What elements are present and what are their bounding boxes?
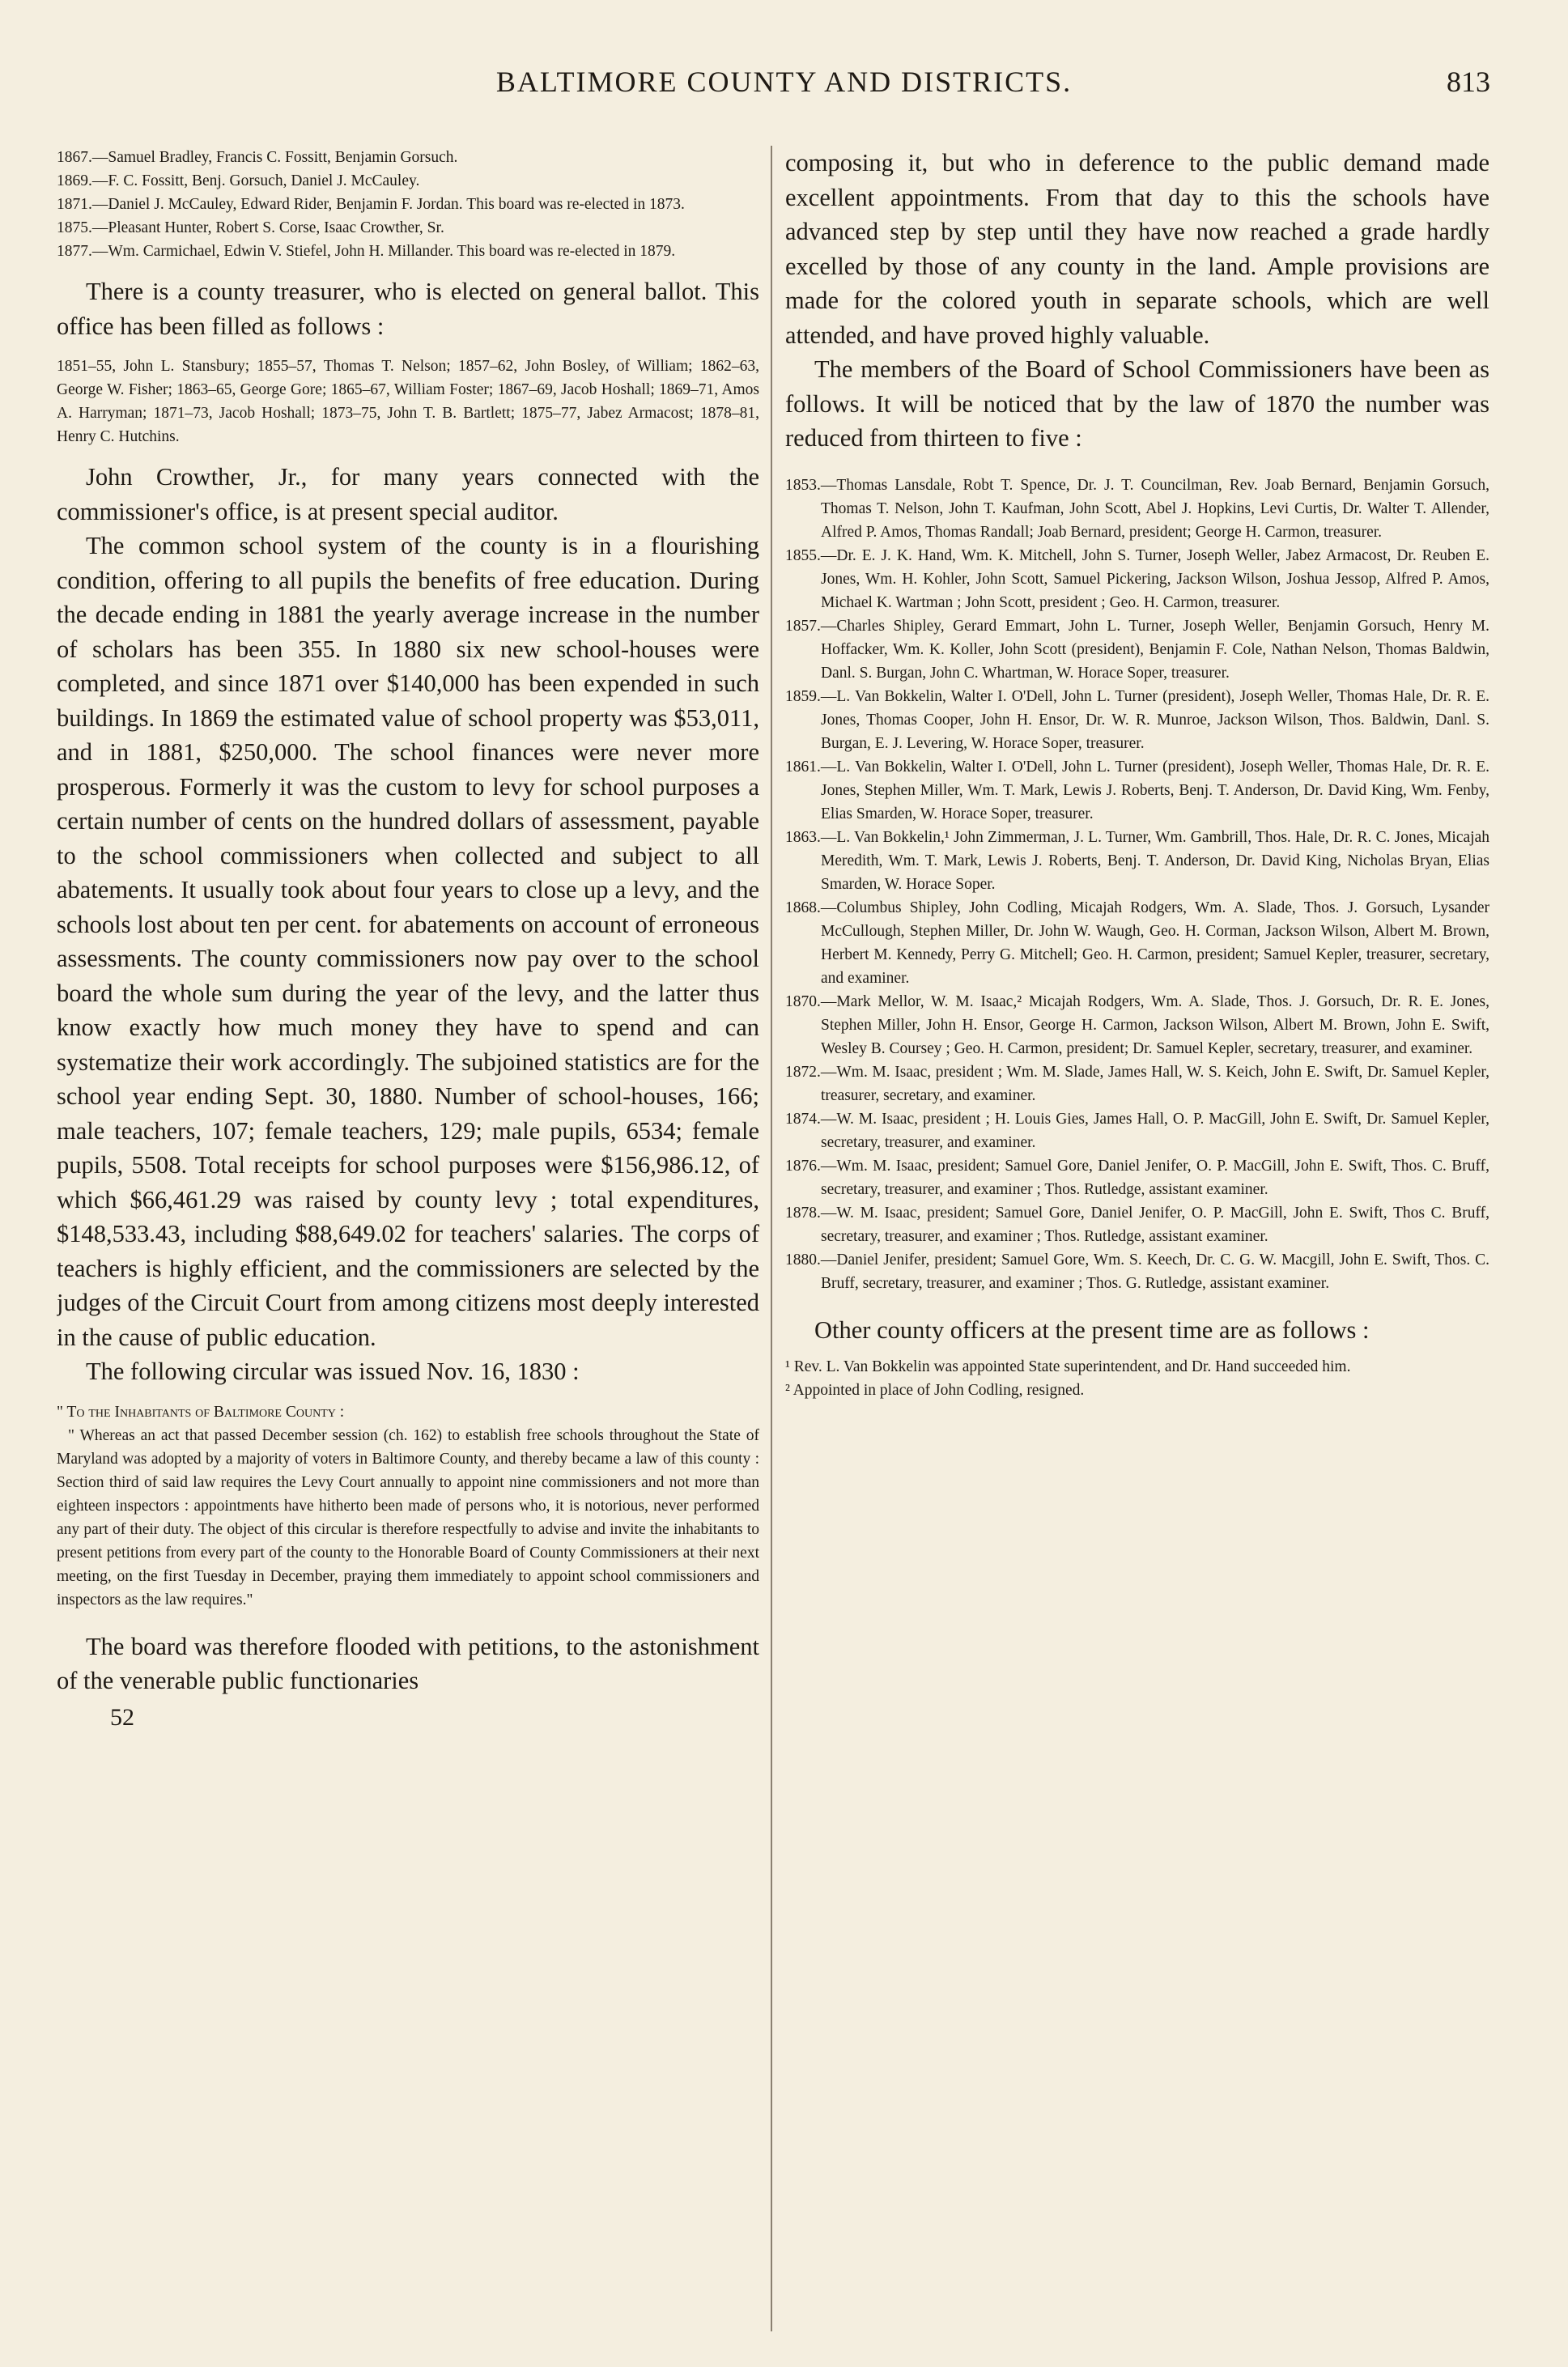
list-item: 1855.—Dr. E. J. K. Hand, Wm. K. Mitchell, John S. Turner, Joseph Weller, Jabez Armacost, Dr. Reuben E. Jones, Wm. H. Kohler, John Scott, Samuel Pickering, Jackson Wilson, Joshua Jessop, Alfred P. Amos, Michael K. Wartman ; John Scott, president ; Geo. H. Carmon, treasurer. xyxy=(785,546,1489,611)
footnote: ¹ Rev. L. Van Bokkelin was appointed State superintendent, and Dr. Hand succeeded him. xyxy=(785,1358,1351,1375)
list-item: 1871.—Daniel J. McCauley, Edward Rider, Benjamin F. Jordan. This board was re-elected in 1873. xyxy=(57,196,685,213)
treasurer-list: 1851–55, John L. Stansbury; 1855–57, Thomas T. Nelson; 1857–62, John Bosley, of William; 1862–63, George W. Fisher; 1863–65, George Gore; 1865–67, William Foster; 1867–69, Jacob Hoshall; 1869–71, Amos A. Harryman; 1871–73, Jacob Hoshall; 1873–75, John T. B. Bartlett; 1875–77, Jabez Armacost; 1878–81, Henry C. Hutchins. xyxy=(57,358,759,445)
circular-address: " To the Inhabitants of Baltimore County : xyxy=(57,1403,345,1421)
right-column xyxy=(785,146,1489,2318)
left-column xyxy=(57,146,759,2318)
footnote: ² Appointed in place of John Codling, resigned. xyxy=(785,1382,1085,1399)
list-item: 1877.—Wm. Carmichael, Edwin V. Stiefel, John H. Millander. This board was re-elected in 1879. xyxy=(57,243,676,260)
continuation-paragraph: composing it, but who in deference to the public demand made excellent appointments. From that day to this the schools have advanced step by step until they have now reached a grade hardly excelled by those of any county in the land. Ample provisions are made for the colored youth in separate schools, which are well attended, and have proved highly valuable. xyxy=(785,149,1489,349)
list-item: 1857.—Charles Shipley, Gerard Emmart, John L. Turner, Joseph Weller, Benjamin Gorsuch, Henry M. Hoffacker, Wm. K. Koller, John Scott (president), Benjamin F. Cole, Nathan Nelson, Thomas Baldwin, Danl. S. Burgan, John C. Whartman, W. Horace Soper, treasurer. xyxy=(785,617,1489,682)
list-item: 1878.—W. M. Isaac, president; Samuel Gore, Daniel Jenifer, O. P. MacGill, John E. Swift, Thos C. Bruff, secretary, treasurer, and examiner ; Thos. Rutledge, assistant examiner. xyxy=(785,1204,1489,1245)
signature-mark: 52 xyxy=(110,1703,134,1731)
board-list xyxy=(57,146,759,263)
other-officers-paragraph: Other county officers at the present time are as follows : xyxy=(814,1315,1370,1344)
running-title: BALTIMORE COUNTY AND DISTRICTS. xyxy=(495,66,1073,98)
schools-paragraph: The common school system of the county is in a flourishing condition, offering to all pupils the benefits of free education. During the decade ending in 1881 the yearly average increase in the number of scholars has been 355. In 1880 six new school-houses were completed, and since 1871 over $140,000 has been expended in such buildings. In 1869 the estimated value of school property was $53,011, and in 1881, $250,000. The school finances were never more prosperous. Formerly it was the custom to levy for school purposes a certain number of cents on the hundred dollars of assessment, payable to the school commissioners when collected and subject to all abatements. It usually took about four years to close up a levy, and the schools lost about ten per cent. for abatements on account of erroneous assessments. The county commissioners now pay over to the school board the whole sum during the year of the levy, and the latter thus know exactly how much money they have to spend and can systematize their work accordingly. The subjoined statistics are for the school year ending Sept. 30, 1880. Number of school-houses, 166; male teachers, 107; female teachers, 129; male pupils, 6534; female pupils, 5508. Total receipts for school purposes were $156,986.12, of which $66,461.29 was raised by county levy ; total expenditures, $148,533.43, including $88,649.02 for teachers' salaries. The corps of teachers is highly efficient, and the commissioners are selected by the judges of the Circuit Court from among citizens most deeply interested in the cause of public education. xyxy=(57,532,759,1351)
list-item: 1876.—Wm. M. Isaac, president; Samuel Gore, Daniel Jenifer, O. P. MacGill, John E. Swift, Thos. C. Bruff, secretary, treasurer, and examiner ; Thos. Rutledge, assistant examiner. xyxy=(785,1157,1489,1198)
treasurer-paragraph: There is a county treasurer, who is elected on general ballot. This office has been filled as follows : xyxy=(57,278,759,340)
list-item: 1853.—Thomas Lansdale, Robt T. Spence, Dr. J. T. Councilman, Rev. Joab Bernard, Benjamin Gorsuch, Thomas T. Nelson, John T. Kaufman, John Scott, Abel J. Hopkins, Levi Curtis, Dr. Walter T. Allender, Alfred P. Amos, Thomas Randall; Joab Bernard, president; George H. Carmon, treasurer. xyxy=(785,476,1489,541)
list-item: 1869.—F. C. Fossitt, Benj. Gorsuch, Daniel J. McCauley. xyxy=(57,172,420,189)
list-item: 1867.—Samuel Bradley, Francis C. Fossitt, Benjamin Gorsuch. xyxy=(57,149,458,166)
page-header xyxy=(78,65,1490,113)
page-number: 813 xyxy=(1447,66,1490,98)
list-item: 1874.—W. M. Isaac, president ; H. Louis Gies, James Hall, O. P. MacGill, John E. Swift, Dr. Samuel Kepler, secretary, treasurer, and examiner. xyxy=(785,1110,1489,1151)
list-item: 1859.—L. Van Bokkelin, Walter I. O'Dell, John L. Turner (president), Joseph Weller, Thomas Hale, Dr. R. E. Jones, Thomas Cooper, John H. Ensor, Dr. W. R. Munroe, Jackson Wilson, Thos. Baldwin, Danl. S. Burgan, E. J. Levering, W. Horace Soper, treasurer. xyxy=(785,687,1489,752)
list-item: 1868.—Columbus Shipley, John Codling, Micajah Rodgers, Wm. A. Slade, Thos. J. Gorsuch, Lysander McCullough, Stephen Miller, Dr. John W. Waugh, Geo. H. Corman, Jackson Wilson, Albert M. Brown, Herbert M. Kennedy, Perry G. Mitchell; Geo. H. Carmon, president; Samuel Kepler, treasurer, secretary, and examiner. xyxy=(785,899,1489,987)
circular-intro: The following circular was issued Nov. 16, 1830 : xyxy=(86,1358,580,1385)
list-item: 1880.—Daniel Jenifer, president; Samuel Gore, Wm. S. Keech, Dr. C. G. W. Macgill, John E. Swift, Thos. C. Bruff, secretary, treasurer, and examiner ; Thos. G. Rutledge, assistant examiner. xyxy=(785,1251,1489,1292)
column-divider xyxy=(771,146,772,2331)
list-item: 1875.—Pleasant Hunter, Robert S. Corse, Isaac Crowther, Sr. xyxy=(57,219,444,236)
auditor-paragraph: John Crowther, Jr., for many years connected with the commissioner's office, is at present special auditor. xyxy=(57,463,759,525)
list-item: 1870.—Mark Mellor, W. M. Isaac,² Micajah Rodgers, Wm. A. Slade, Thos. J. Gorsuch, Dr. R. E. Jones, Stephen Miller, John H. Ensor, George H. Carmon, Jackson Wilson, Albert M. Brown, John E. Swift, Wesley B. Coursey ; Geo. H. Carmon, president; Dr. Samuel Kepler, secretary, treasurer, and examiner. xyxy=(785,992,1489,1057)
members-list xyxy=(785,474,1489,1295)
members-paragraph: The members of the Board of School Commissioners have been as follows. It will be noticed that by the law of 1870 the number was reduced from thirteen to five : xyxy=(785,355,1489,452)
circular-text: " Whereas an act that passed December session (ch. 162) to establish free schools throughout the State of Maryland was adopted by a majority of voters in Baltimore County, and thereby became a law of this county : Section third of said law requires the Levy Court annually to appoint nine commissioners and not more than eighteen inspectors : appointments have hitherto been made of persons who, it is notorious, never performed any part of their duty. The object of this circular is therefore respectfully to advise and invite the inhabitants to present petitions from every part of the county to the Honorable Board of County Commissioners at their next meeting, on the first Tuesday in December, praying them immediately to appoint school commissioners and inspectors as the law requires." xyxy=(57,1426,759,1608)
list-item: 1861.—L. Van Bokkelin, Walter I. O'Dell, John L. Turner (president), Joseph Weller, Thomas Hale, Dr. R. E. Jones, Stephen Miller, Wm. T. Mark, Lewis J. Roberts, Benj. T. Anderson, Dr. David King, Wm. Fenby, Elias Smarden, W. Horace Soper, treasurer. xyxy=(785,758,1489,822)
board-flooded-paragraph: The board was therefore flooded with petitions, to the astonishment of the venerable public functionaries xyxy=(57,1632,759,1694)
list-item: 1872.—Wm. M. Isaac, president ; Wm. M. Slade, James Hall, W. S. Keich, John E. Swift, Dr. Samuel Kepler, treasurer, secretary, and examiner. xyxy=(785,1063,1489,1104)
list-item: 1863.—L. Van Bokkelin,¹ John Zimmerman, J. L. Turner, Wm. Gambrill, Thos. Hale, Dr. R. C. Jones, Micajah Meredith, Wm. T. Mark, Lewis J. Roberts, Benj. T. Anderson, Dr. David King, Nicholas Bryan, Elias Smarden, W. Horace Soper. xyxy=(785,828,1489,893)
